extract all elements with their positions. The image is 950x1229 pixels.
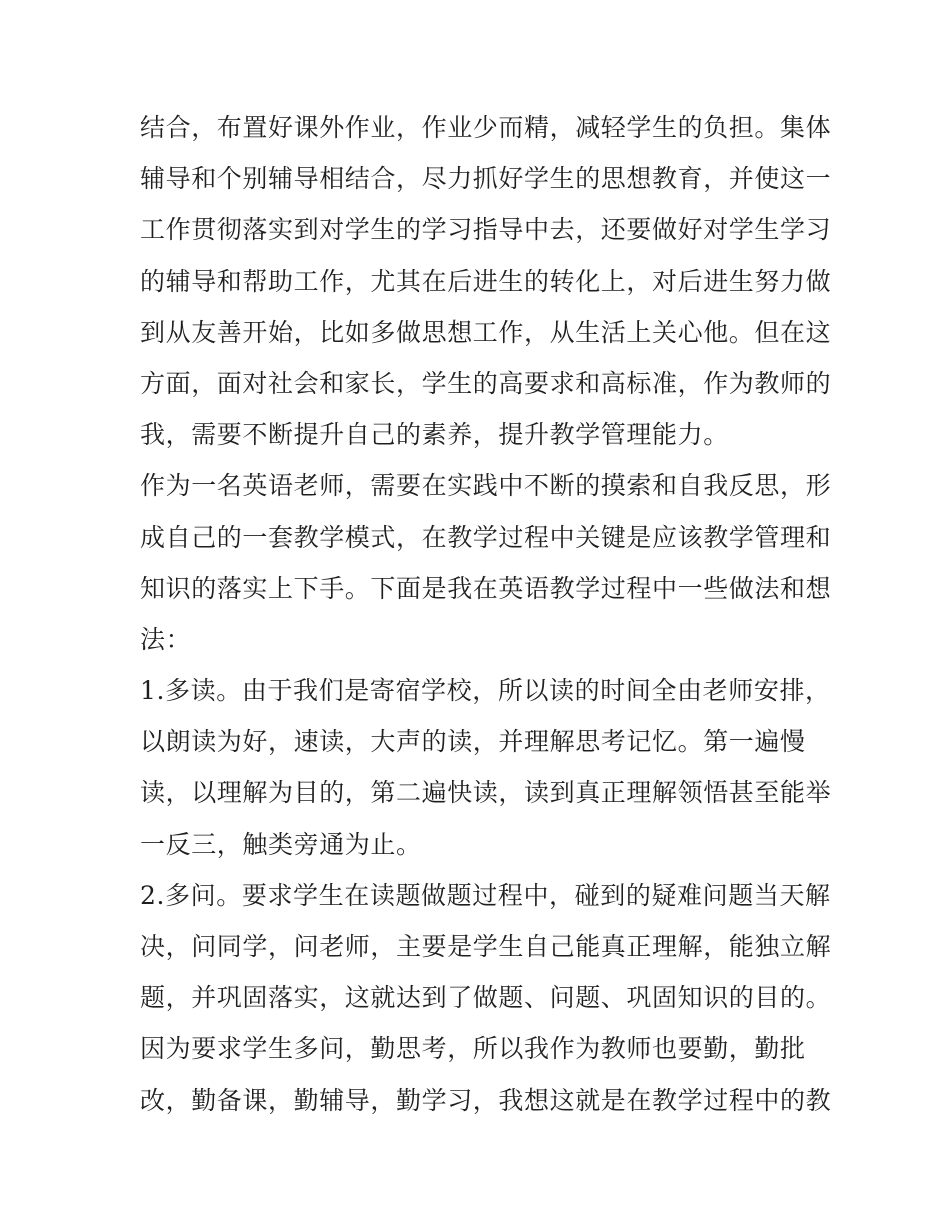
text-line: 辅导和个别辅导相结合，尽力抓好学生的思想教育，并使这一 — [140, 164, 832, 194]
text-line: 决，问同学，问老师，主要是学生自己能真正理解，能独立解 — [140, 932, 832, 961]
text-line: 读，以理解为目的，第二遍快读，读到真正理解领悟甚至能举 — [140, 778, 832, 808]
text-line: 作为一名英语老师，需要在实践中不断的摸索和自我反思，形 — [140, 471, 832, 501]
text-line: 以朗读为好，速读，大声的读，并理解思考记忆。第一遍慢 — [140, 727, 806, 757]
text-line: 法： — [140, 624, 192, 654]
text-line: 方面，面对社会和家长，学生的高要求和高标准，作为教师的 — [140, 368, 832, 398]
text-line: 我，需要不断提升自己的素养，提升教学管理能力。 — [140, 420, 729, 450]
text-line: 1.多读。由于我们是寄宿学校，所以读的时间全由老师安排， — [140, 676, 831, 706]
text-line: 成自己的一套教学模式，在教学过程中关键是应该教学管理和 — [140, 522, 832, 552]
text-line: 的辅导和帮助工作，尤其在后进生的转化上，对后进生努力做 — [140, 266, 832, 296]
text-line: 题，并巩固落实，这就达到了做题、问题、巩固知识的目的。 — [140, 983, 832, 1013]
text-line: 改，勤备课，勤辅导，勤学习，我想这就是在教学过程中的教 — [140, 1085, 832, 1115]
text-line: 知识的落实上下手。下面是我在英语教学过程中一些做法和想 — [140, 573, 832, 603]
text-line: 结合，布置好课外作业，作业少而精，减轻学生的负担。集体 — [140, 113, 832, 142]
text-line: 2.多问。要求学生在读题做题过程中，碰到的疑难问题当天解 — [140, 880, 831, 910]
text-line: 到从友善开始，比如多做思想工作，从生活上关心他。但在这 — [140, 317, 832, 347]
document-body — [140, 102, 832, 1126]
text-line: 因为要求学生多问，勤思考，所以我作为教师也要勤，勤批 — [140, 1034, 806, 1064]
text-line: 工作贯彻落实到对学生的学习指导中去，还要做好对学生学习 — [140, 215, 832, 245]
text-line: 一反三，触类旁通为止。 — [140, 829, 422, 859]
